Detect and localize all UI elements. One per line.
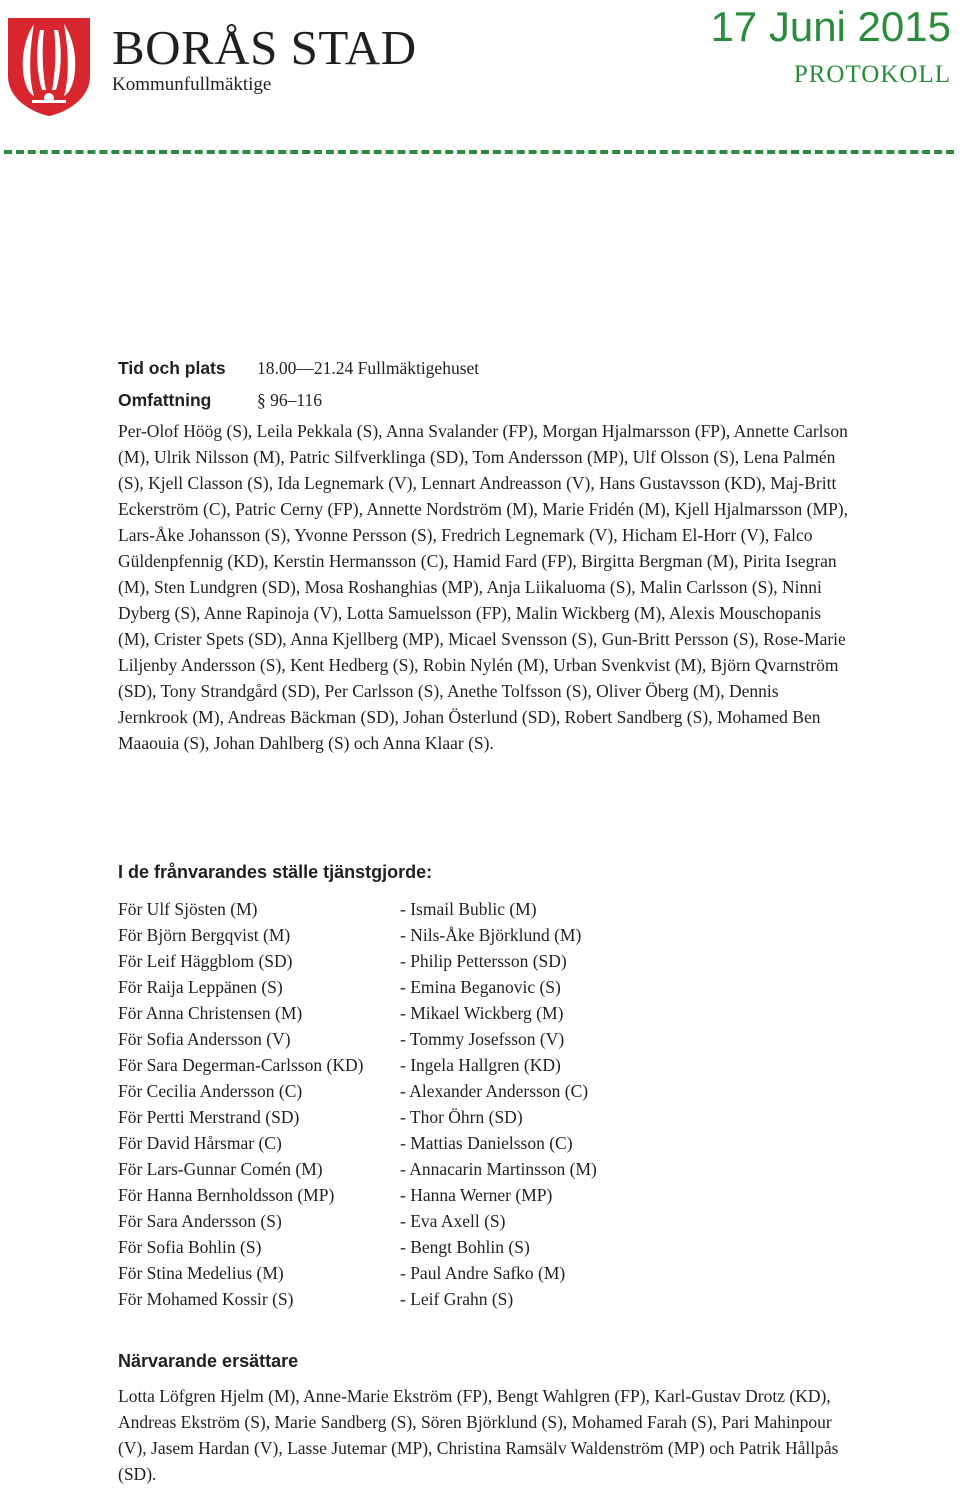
substitute-row bbox=[118, 1208, 848, 1234]
substitute-row bbox=[118, 1286, 848, 1312]
substitute-row bbox=[118, 1130, 848, 1156]
absent-member: För Lars-Gunnar Comén (M) bbox=[118, 1159, 323, 1179]
present-substitutes-heading: Närvarande ersättare bbox=[118, 1351, 299, 1371]
absent-member: För Sofia Bohlin (S) bbox=[118, 1237, 262, 1257]
substitutes-heading: I de frånvarandes ställe tjänstgjorde: bbox=[118, 862, 433, 882]
present-substitutes-list: Lotta Löfgren Hjelm (M), Anne-Marie Ekström (FP), Bengt Wahlgren (FP), Karl-Gustav Drotz (KD), Andreas Ekström (S), Marie Sandberg (S), Sören Björklund (S), Mohamed Farah (S), Pari Mahinpour (V), Jasem Hardan (V), Lasse Jutemar (MP), Christina Ramsälv Waldenström (MP) och Patrik Hållpås (SD). bbox=[118, 1386, 839, 1484]
substitute-member: - Emina Beganovic (S) bbox=[400, 977, 561, 997]
substitute-row bbox=[118, 922, 848, 948]
substitute-member: - Philip Pettersson (SD) bbox=[400, 951, 567, 971]
absent-member: För David Hårsmar (C) bbox=[118, 1133, 282, 1153]
header-divider bbox=[4, 150, 954, 154]
present-substitutes bbox=[118, 1383, 848, 1487]
substitute-member: - Ingela Hallgren (KD) bbox=[400, 1055, 561, 1075]
substitutes-list bbox=[118, 896, 848, 1312]
absent-member: För Cecilia Andersson (C) bbox=[118, 1081, 303, 1101]
substitute-row bbox=[118, 1078, 848, 1104]
absent-member: För Sara Andersson (S) bbox=[118, 1211, 282, 1231]
absent-member: För Björn Bergqvist (M) bbox=[118, 925, 291, 945]
members-list: Per-Olof Höög (S), Leila Pekkala (S), Anna Svalander (FP), Morgan Hjalmarsson (FP), Annette Carlson (M), Ulrik Nilsson (M), Patric Silfverklinga (SD), Tom Andersson (MP), Ulf Olsson (S), Lena Palmén (S), Kjell Classon (S), Ida Legnemark (V), Lennart Andreasson (V), Hans Gustavsson (KD), Maj-Britt Eckerström (C), Patric Cerny (FP), Annette Nordström (M), Marie Fridén (M), Kjell Hjalmarsson (MP), Lars-Åke Johansson (S), Yvonne Persson (S), Fredrich Legnemark (V), Hicham El-Horr (V), Falco Güldenpfennig (KD), Kerstin Hermansson (C), Hamid Fard (FP), Birgitta Bergman (M), Pirita Isegran (M), Sten Lundgren (SD), Mosa Roshanghias (MP), Anja Liikaluoma (S), Malin Carlsson (S), Ninni Dyberg (S), Anne Rapinoja (V), Lotta Samuelsson (FP), Malin Wickberg (M), Alexis Mouschopanis (M), Crister Spets (SD), Anna Kjellberg (MP), Micael Svensson (S), Gun-Britt Persson (S), Rose-Marie Liljenby Andersson (S), Kent Hedberg (S), Robin Nylén (M), Urban Svenkvist (M), Björn Qvarnström (SD), Tony Strandgård (SD), Per Carlsson (S), Anethe Tolfsson (S), Oliver Öberg (M), Dennis Jernkrook (M), Andreas Bäckman (SD), Johan Österlund (SD), Robert Sandberg (S), Mohamed Ben Maaouia (S), Johan Dahlberg (S) och Anna Klaar (S). bbox=[118, 421, 849, 753]
substitute-member: - Paul Andre Safko (M) bbox=[400, 1263, 566, 1283]
absent-member: För Ulf Sjösten (M) bbox=[118, 899, 258, 919]
city-coat-of-arms bbox=[6, 16, 92, 118]
absent-member: För Pertti Merstrand (SD) bbox=[118, 1107, 300, 1127]
substitute-row bbox=[118, 1052, 848, 1078]
scope-value: § 96–116 bbox=[257, 390, 322, 410]
document-date: 17 Juni 2015 bbox=[710, 3, 951, 50]
substitute-member: - Leif Grahn (S) bbox=[400, 1289, 514, 1309]
absent-member: För Hanna Bernholdsson (MP) bbox=[118, 1185, 335, 1205]
absent-member: För Leif Häggblom (SD) bbox=[118, 951, 293, 971]
absent-member: För Sara Degerman-Carlsson (KD) bbox=[118, 1055, 364, 1075]
substitute-row bbox=[118, 896, 848, 922]
substitute-member: - Nils-Åke Björklund (M) bbox=[400, 925, 582, 945]
substitute-member: - Thor Öhrn (SD) bbox=[400, 1107, 523, 1127]
scope-label: Omfattning bbox=[118, 390, 212, 410]
substitute-row bbox=[118, 1104, 848, 1130]
members-present bbox=[118, 418, 848, 756]
organization-department: Kommunfullmäktige bbox=[112, 74, 272, 95]
substitute-row bbox=[118, 1000, 848, 1026]
substitute-member: - Hanna Werner (MP) bbox=[400, 1185, 553, 1205]
substitute-row bbox=[118, 1234, 848, 1260]
time-and-place-value: 18.00—21.24 Fullmäktigehuset bbox=[257, 358, 480, 378]
absent-member: För Stina Medelius (M) bbox=[118, 1263, 284, 1283]
substitute-member: - Mikael Wickberg (M) bbox=[400, 1003, 564, 1023]
document-header bbox=[0, 0, 960, 170]
absent-member: För Mohamed Kossir (S) bbox=[118, 1289, 294, 1309]
substitute-member: - Mattias Danielsson (C) bbox=[400, 1133, 573, 1153]
substitute-row bbox=[118, 1260, 848, 1286]
substitute-member: - Alexander Andersson (C) bbox=[400, 1081, 589, 1101]
substitute-row bbox=[118, 1026, 848, 1052]
substitute-row bbox=[118, 948, 848, 974]
substitute-member: - Annacarin Martinsson (M) bbox=[400, 1159, 597, 1179]
substitute-row bbox=[118, 1156, 848, 1182]
absent-member: För Anna Christensen (M) bbox=[118, 1003, 303, 1023]
substitute-member: - Bengt Bohlin (S) bbox=[400, 1237, 530, 1257]
absent-member: För Sofia Andersson (V) bbox=[118, 1029, 291, 1049]
document-type: PROTOKOLL bbox=[793, 61, 951, 88]
substitute-member: - Ismail Bublic (M) bbox=[400, 899, 537, 919]
substitute-row bbox=[118, 1182, 848, 1208]
absent-member: För Raija Leppänen (S) bbox=[118, 977, 283, 997]
substitute-member: - Tommy Josefsson (V) bbox=[400, 1029, 565, 1049]
time-and-place-label: Tid och plats bbox=[118, 358, 226, 378]
substitute-member: - Eva Axell (S) bbox=[400, 1211, 506, 1231]
organization-name: BORÅS STAD bbox=[112, 20, 417, 75]
substitute-row bbox=[118, 974, 848, 1000]
